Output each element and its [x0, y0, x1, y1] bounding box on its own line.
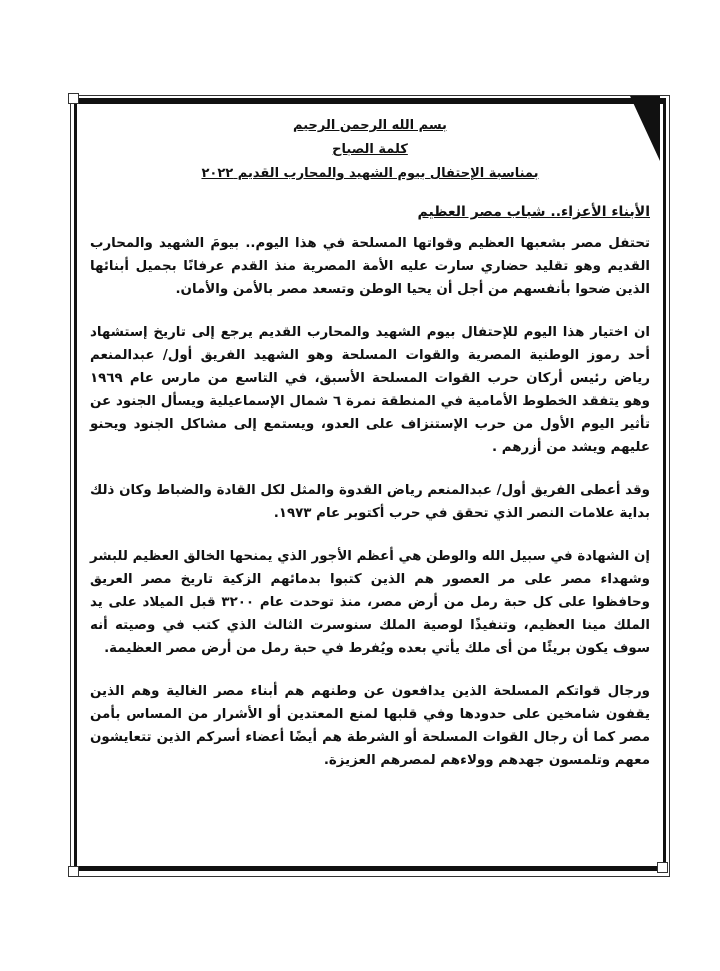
paragraph-2: ان اختيار هذا اليوم للإحتفال بيوم الشهيد والمحارب القديم يرجع إلى تاريخ إستشهاد أحد رموز الوطنية المصرية والقوات المسلحة وهو الشهيد الفريق أول/ عبدالمنعم رياض رئيس أركان حرب القوات المسلحة الأسبق، في التاسع من مارس عام ١٩٦٩ وهو يتفقد الخطوط الأمامية في المنطقة نمرة ٦ شمال الإسماعيلية ويسأل الجنود عن تأثير اليوم الأول من حرب الإستنزاف على العدو، ويستمع إلى مشاكل الجنود ويحنو عليهم ويشد من أزرهم .: [90, 325, 651, 455]
morning-speech-heading: كلمة الصباح: [332, 142, 408, 157]
greeting: الأبناء الأعزاء.. شباب مصر العظيم: [417, 204, 650, 220]
corner-ornament-bottom-left: [68, 866, 79, 877]
paragraph-1: تحتفل مصر بشعبها العظيم وقواتها المسلحة في هذا اليوم.. بيومَ الشهيد والمحارب القديم وهو تقليد حضاري سارت عليه الأمة المصرية منذ القدم عرفانًا بجميل أبنائها الذين ضحوا بأنفسهم من أجل أن يحيا الوطن وتسعد مصر بالأمن والأمان.: [90, 236, 650, 297]
corner-ornament-bottom-right: [657, 862, 668, 873]
basmala-heading: بسم الله الرحمن الرحيم: [293, 118, 447, 133]
paragraph-3: وقد أعطى الفريق أول/ عبدالمنعم رياض القدوة والمثل لكل القادة والضباط وكان ذلك بداية علامات النصر الذي تحقق في حرب أكتوبر عام ١٩٧٣.: [90, 483, 650, 521]
occasion-heading: بمناسبة الإحتفال بيوم الشهيد والمحارب القديم ٢٠٢٢: [201, 166, 539, 181]
corner-ornament-top-left: [68, 93, 79, 104]
paragraph-4: إن الشهادة في سبيل الله والوطن هي أعظم الأجور الذي يمنحها الخالق العظيم للبشر وشهداء مصر على مر العصور هم الذين كتبوا بدمائهم الزكية تاريخ مصر العريق وحافظوا على كل حبة رمل من أرض مصر، منذ توحدت عام ٣٢٠٠ قبل الميلاد على يد الملك مينا العظيم، وتنفيذًا لوصية الملك سنوسرت الثالث الذي كتب في وصيته أنه سوف يكون بريئًا من أى ملك يأتي بعده ويُفرط في حبة رمل من أرض مصر العظيمة.: [90, 549, 650, 656]
document-body: [90, 100, 650, 792]
paragraph-5: ورجال قواتكم المسلحة الذين يدافعون عن وطنهم هم أبناء مصر الغالية وهم الذين يقفون شامخين على حدودها وفي قلبها لمنع المعتدين أو الأشرار من المساس بأمن مصر كما أن رجال القوات المسلحة أو الشرطة هم أيضًا أعضاء أسركم الذين تتعايشون معهم وتلمسون جهدهم وولاءهم لمصرهم العزيزة.: [90, 684, 650, 768]
